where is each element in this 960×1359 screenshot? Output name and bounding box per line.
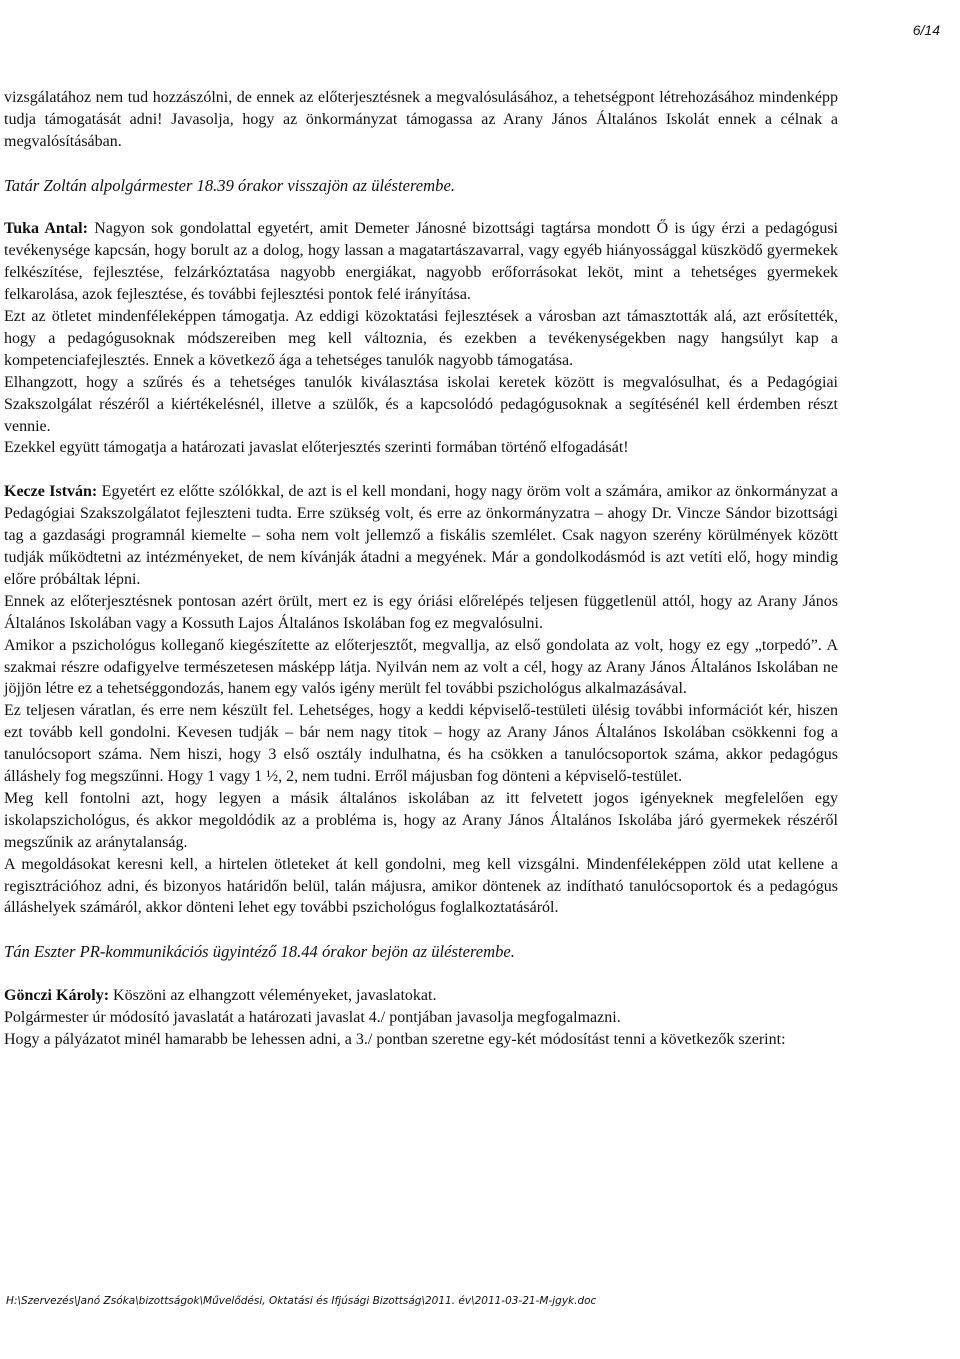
- paragraph: Ezekkel együtt támogatja a határozati javaslat előterjesztés szerinti formában történő elfogadását!: [4, 439, 629, 457]
- speaker-name: Gönczi Károly:: [4, 987, 110, 1005]
- speaker-name: Tuka Antal:: [4, 220, 88, 238]
- speaker-paragraph: [4, 218, 838, 306]
- speaker-name: Kecze István:: [4, 483, 98, 501]
- speaker-paragraph: [4, 481, 838, 591]
- paragraph: Amikor a pszichológus kolleganő kiegészítette az előterjesztőt, megvallja, az első gondolata az volt, hogy ez egy „torpedó”. A szakmai részre odafigyelve természetesen másképp látja. Nyilván nem az volt a cél, hogy az Arany János Általános Iskolában ne jöjjön létre ez a tehetséggondozás, hanem egy valós igény merült fel további pszichológus alkalmazásával.: [4, 636, 838, 698]
- paragraph: Ez teljesen váratlan, és erre nem készült fel. Lehetséges, hogy a keddi képviselő-testületi ülésig további információt kér, hiszen ezt tovább kell gondolni. Kevesen tudják – bár nem nagy titok – hogy az Arany János Általános Iskolában csökkenni fog a tanulócsoport száma. Nem hiszi, hogy 3 első osztály indulhatna, és ha csökken a tanulócsoportok száma, akkor pedagógus álláshely fog megszűnni. Hogy 1 vagy 1 ½, 2, nem tudni. Erről májusban fog dönteni a képviselő-testület.: [4, 702, 838, 786]
- procedural-note: Tatár Zoltán alpolgármester 18.39 órakor visszajön az ülésterembe.: [4, 175, 455, 195]
- paragraph: Ennek az előterjesztésnek pontosan azért örült, mert ez is egy óriási előrelépés teljesen függetlenül attól, hogy az Arany János Általános Iskolában vagy a Kossuth Lajos Általános Iskolában fog ez megvalósulni.: [4, 592, 838, 632]
- speech-text: Nagyon sok gondolattal egyetért, amit Demeter Jánosné bizottsági tagtársa mondott Ő is úgy érzi a pedagógusi tevékenysége kapcsán, hogy borult az a dolog, hogy lassan a magatartászavarral, vagy egyéb hiányossággal küszködő gyermekek felkészítése, fejlesztése, felzárkóztatása nagyobb energiákat, nagyobb erőforrásokat leköt, mint a tehetséges gyermekek felkarolása, azok fejlesztése, és további fejlesztési pontok felé irányítása.: [4, 220, 839, 304]
- paragraph: A megoldásokat keresni kell, a hirtelen ötleteket át kell gondolni, meg kell vizsgálni. Mindenféleképpen zöld utat kellene a regisztrációhoz adni, és bizonyos határidőn belül, talán májusra, amikor döntenek az indítható tanulócsoportok és a pedagógus álláshelyek számáról, akkor dönteni lehet egy további pszichológus foglalkoztatásáról.: [4, 855, 838, 917]
- paragraph: vizsgálatához nem tud hozzászólni, de ennek az előterjesztésnek a megvalósulásához, a tehetségpont létrehozásához mindenképp tudja támogatását adni! Javasolja, hogy az önkormányzat támogassa az Arany János Általános Iskolát ennek a célnak a megvalósításában.: [4, 89, 838, 150]
- speech-text: Egyetért ez előtte szólókkal, de azt is el kell mondani, hogy nagy öröm volt a számára, amikor az önkormányzat a Pedagógiai Szakszolgálatot fejleszteni tudta. Erre szükség volt, és erre az önkormányzatra – ahogy Dr. Vincze Sándor bizottsági tag a gazdasági programnál kiemelte – soha nem volt jellemző a fiskális szemlélet. Csak nagyon szerény körülmények között tudják működtetni az intézményeket, de nem kívánják átadni a megyének. Már a gondolkodásmód is azt vetíti elő, hogy mindig előre próbáltak lépni.: [4, 483, 838, 588]
- file-path-footer: H:\Szervezés\Janó Zsóka\bizottságok\Művelődési, Oktatási és Ifjúsági Bizottság\2011. év\2011-03-21-M-jgyk.doc: [6, 1295, 597, 1307]
- procedural-note: Tán Eszter PR-kommunikációs ügyintéző 18.44 órakor bejön az ülésterembe.: [4, 942, 515, 962]
- paragraph: Ezt az ötletet mindenféleképpen támogatja. Az eddigi közoktatási fejlesztések a városban azt támasztották alá, azt erősítették, hogy a pedagógusoknak módszereiben meg kell változnia, és ezekben a tevékenységekben nagy hangsúlyt kap a kompetenciafejlesztés. Ennek a következő ága a tehetséges tanulók nagyobb támogatása.: [4, 308, 838, 369]
- paragraph: Polgármester úr módosító javaslatát a határozati javaslat 4./ pontjában javasolja megfogalmazni.: [4, 1008, 621, 1026]
- document-body: [4, 87, 838, 1051]
- speaker-paragraph: [4, 985, 838, 1007]
- speech-text: Köszöni az elhangzott véleményeket, javaslatokat.: [109, 987, 437, 1005]
- paragraph: Meg kell fontolni azt, hogy legyen a másik általános iskolában az itt felvetett jogos igényeknek megfelelően egy iskolapszichológus, és akkor megoldódik az a probléma is, hogy az Arany János Általános Iskolába járó gyermekek részéről megszűnik az aránytalanság.: [4, 789, 838, 851]
- page-number: 6/14: [912, 22, 940, 38]
- paragraph: Elhangzott, hogy a szűrés és a tehetséges tanulók kiválasztása iskolai keretek között is megvalósulhat, és a Pedagógiai Szakszolgálat részéről a kiértékelésnél, illetve a szülők, és a kapcsolódó pedagógusoknak a segítésénél kell érdemben részt vennie.: [4, 373, 838, 435]
- paragraph: Hogy a pályázatot minél hamarabb be lehessen adni, a 3./ pontban szeretne egy-két módosítást tenni a következők szerint:: [4, 1030, 786, 1048]
